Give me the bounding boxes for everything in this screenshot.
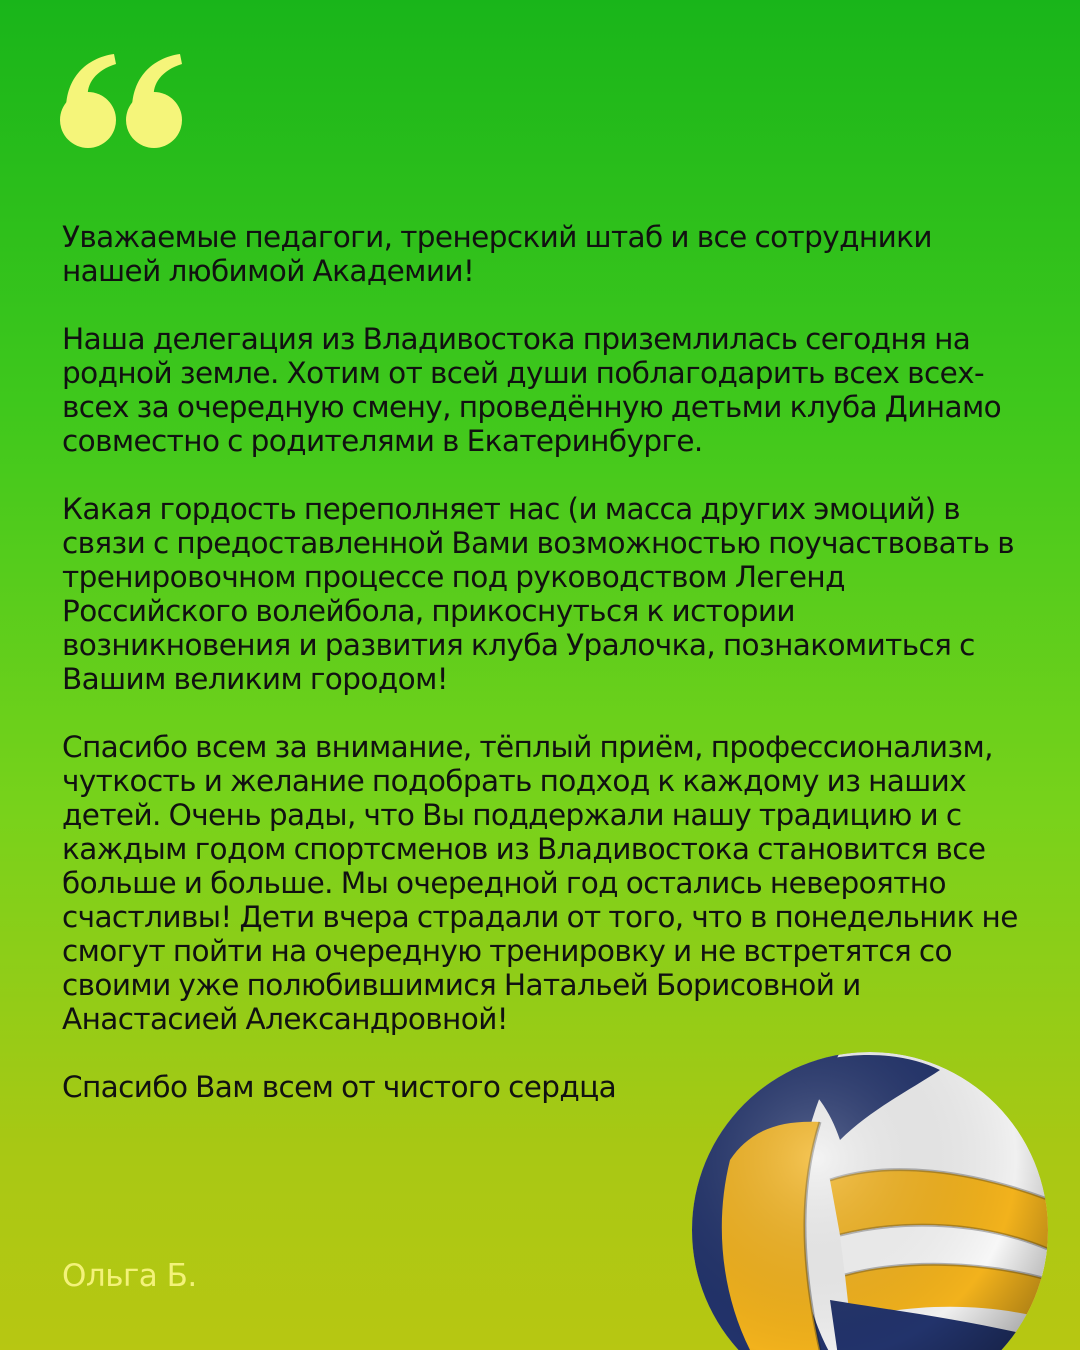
signature: Ольга Б. <box>62 1258 197 1294</box>
letter-body <box>62 220 1022 1138</box>
volleyball-icon <box>690 1050 1050 1350</box>
letter-paragraph: Наша делегация из Владивостока приземлилась сегодня на родной земле. Хотим от всей души поблагодарить всех всех- всех за очередную смену, проведённую детьми клуба Динамо совместно с родителями в Екатеринбурге. <box>62 322 1002 458</box>
opening-quote-mark-icon <box>56 48 188 156</box>
letter-paragraph: Уважаемые педагоги, тренерский штаб и все сотрудники нашей любимой Академии! <box>62 220 932 288</box>
letter-paragraph: Какая гордость переполняет нас (и масса других эмоций) в связи с предоставленной Вами возможностью поучаствовать в тренировочном процессе под руководством Легенд Российского волейбола, прикоснуться к истории возникновения и развития клуба Уралочка, познакомиться с Вашим великим городом! <box>62 492 1015 696</box>
letter-closing: Спасибо Вам всем от чистого сердца <box>62 1070 617 1104</box>
letter-paragraph: Спасибо всем за внимание, тёплый приём, профессионализм, чуткость и желание подобрать подход к каждому из наших детей. Очень рады, что Вы поддержали нашу традицию и с каждым годом спортсменов из Владивостока становится все больше и больше. Мы очередной год остались невероятно счастливы! Дети вчера страдали от того, что в понедельник не смогут пойти на очередную тренировку и не встретятся со своими уже полюбившимися Натальей Борисовной и Анастасией Александровной! <box>62 730 1018 1036</box>
